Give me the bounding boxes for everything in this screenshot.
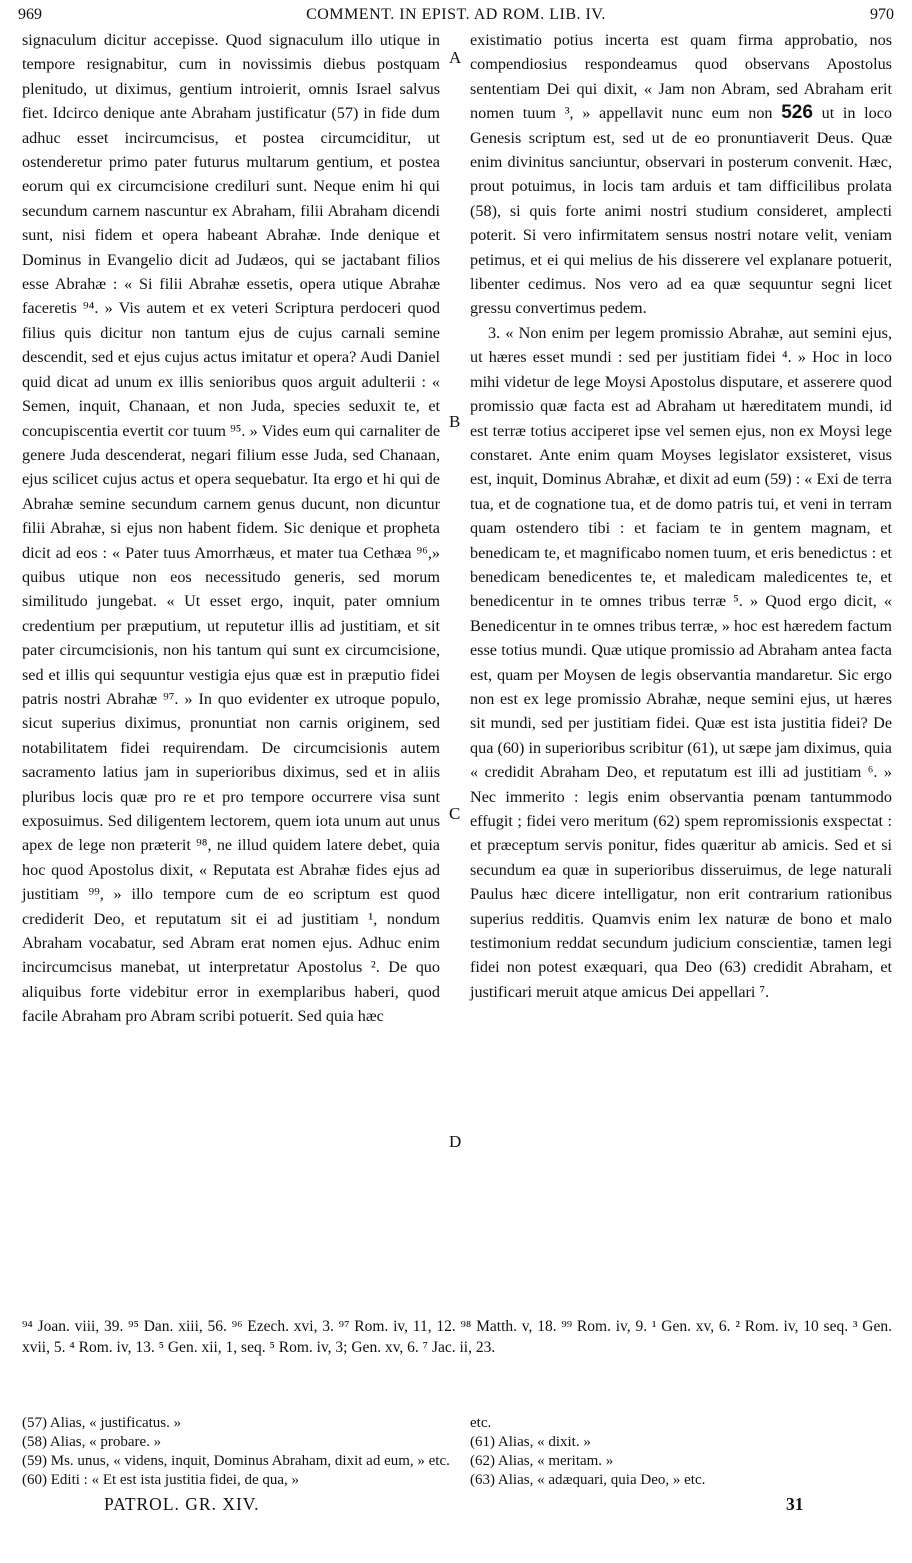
right-paragraph-1 xyxy=(470,28,892,321)
series-footer: PATROL. GR. XIV. xyxy=(104,1494,260,1514)
notes-right xyxy=(470,1414,890,1490)
note-60-continued: etc. xyxy=(470,1415,492,1431)
column-number: 526 xyxy=(781,102,813,124)
margin-marker-b: B xyxy=(449,412,461,431)
note-57: (57) Alias, « justificatus. » xyxy=(22,1415,182,1431)
note-60: (60) Editi : « Et est ista justitia fidei, de qua, » xyxy=(22,1472,300,1488)
scripture-references: ⁹⁴ Joan. viii, 39. ⁹⁵ Dan. xiii, 56. ⁹⁶ Ezech. xvi, 3. ⁹⁷ Rom. iv, 11, 12. ⁹⁸ Matth. v, 18. ⁹⁹ Rom. iv, 9. ¹ Gen. xv, 6. ² Rom. iv, 10 seq. ³ Gen. xvii, 5. ⁴ Rom. iv, 13. ⁵ Gen. xii, 1, seq. ⁵ Rom. iv, 3; Gen. xv, 6. ⁷ Jac. ii, 23. xyxy=(22,1318,892,1356)
right-paragraph-2: 3. « Non enim per legem promissio Abrahæ, aut semini ejus, ut hæres esset mundi : sed per justitiam fidei ⁴. » Hoc in loco mihi videtur de lege Moysi Apostolus disputare, et asserere quod promissio quæ facta est ad Abraham ut hæreditatem mundi, id est terræ totius acciperet ipse vel semen ejus, non ex Moysi lege constaret. Ante enim quam Moyses legislator exsisteret, visus est, inquit, Dominus Abrahæ, et dixit ad eum (59) : « Exi de terra tua, et de cognatione tua, et de domo patris tui, et veni in terram quam ostendero tibi : et faciam te in gentem magnam, et benedicam te, et magnificabo nomen tuum, et eris benedictus : et benedicam benedicentes te, et maledicam maledicentes te, et benedicentur in te omnes tribus terræ ⁵. » Quod ergo dicit, « Benedicentur in te omnes tribus terræ, » hoc est hæredem factum esse totius mundi. Quæ utique promissio ad Abraham antea facta est, quam per Moysen de legis observantia mandaretur. Sic ergo non est ex lege promissio Abrahæ, neque semini ejus, ut hæres sit mundi, sed per justitiam fidei. Quæ est ista justitia fidei? De qua (60) in superioribus scribitur (61), ut sæpe jam diximus, quia « credidit Abraham Deo, et reputatum est illi ad justitiam ⁶. » Nec immerito : legis enim observantia pœnam tantummodo effugit ; fidei vero meritum (62) spem repromissionis exspectat : et præceptum servis ponitur, fides quæritur ab amicis. Sed et si secundum ea quæ in superioribus disseruimus, de lege naturali Paulus hæc dicere intelligatur, non erit contrarium rationibus superius redditis. Quamvis enim lex naturæ de bono et malo testimonium reddat secundum judicium conscientiæ, tamen legi fidei non potest exæquari, qua Deo (63) credidit Abraham, et justificari meruit atque amicus Dei appellari ⁷. xyxy=(470,323,892,1001)
page-number-left: 969 xyxy=(18,6,42,23)
margin-marker-a: A xyxy=(449,48,462,67)
margin-marker-d: D xyxy=(449,1132,462,1151)
running-title: COMMENT. IN EPIST. AD ROM. LIB. IV. xyxy=(306,6,606,23)
note-62: (62) Alias, « meritam. » xyxy=(470,1453,614,1469)
page-number-right: 970 xyxy=(870,6,894,23)
left-column-text: signaculum dicitur accepisse. Quod signaculum illo utique in tempore resignabitur, cum in novissimis diebus postquam plenitudo, ut diximus, gentium introierit, omnis Israel salvus fiet. Idcirco denique ante Abraham justificatur (57) in fide dum adhuc esset incircumcisus, et postea circumciditur, ut ostenderetur primo pater futurus multarum gentium, et postea eorum qui ex circumcisione crediluri sunt. Neque enim hi qui secundum carnem nascuntur ex Abraham, filii Abraham dicendi sunt, nisi fidem et opera habeant Abrahæ. Inde denique et Dominus in Evangelio dicit ad Judæos, qui se jactabant filios esse Abrahæ : « Si filii Abrahæ essetis, opera utique Abrahæ faceretis ⁹⁴. » Vis autem et ex veteri Scriptura perdoceri quod filius quis dicitur non tantum ejus de cujus carnali semine descendit, sed et ejus cujus actus imitatur et opera? Audi Daniel quid dicat ad unum ex illis senioribus quos arguit adulterii : « Semen, inquit, Chanaan, et non Juda, species seduxit te, et concupiscentia evertit cor tuum ⁹⁵. » Vides eum qui carnaliter de genere Juda descenderat, negari filium esse Juda, sed Chanaan, ejus scilicet cujus actus et opera sequebatur. Ita ergo et hi qui de Abrahæ semine secundum carnem genus ducunt, non dicuntur filii Abrahæ, si ejus non habent fidem. Sic denique et propheta dicit ad eos : « Pater tuus Amorrhæus, et mater tua Cethæa ⁹⁶,» quibus utique non eos necessitudo generis, sed morum similitudo jungebat. « Ut esset ergo, inquit, pater omnium credentium per præputium, ut reputetur illis ad justitiam, et sit pater circumcisionis, non his tantum qui sunt ex circumcisione, sed et illis qui sequuntur vestigia ejus quæ est in præputio fidei patris nostri Abrahæ ⁹⁷. » In quo evidenter ex utroque populo, sicut superius diximus, pronuntiat non carnis originem, sed notabilitatem fidei requirendam. De circumcisionis autem sacramento latius jam in superioribus diximus, sed et in aliis pluribus locis quæ pro re et pro tempore occurrere visa sunt exposuimus. Sed diligentem lectorem, quem iota unum aut unus apex de lege non præterit ⁹⁸, ne illud quidem latere debet, quia hoc quod Apostolus dixit, « Reputata est Abrahæ fides ejus ad justitiam ⁹⁹, » illo tempore cum de eo scriptum est quod crediderit Deo, et reputatum sit ei ad justitiam ¹, nondum Abraham vocabatur, sed Abram erat nomen ejus. Adhuc enim incircumcisus manebat, ut interpretatur Apostolus ². De quo aliquibus forte videbitur error in exemplaribus haberi, quod facile Abraham pro Abram scribi potuerit. Sed quia hæc xyxy=(22,31,440,1026)
note-61: (61) Alias, « dixit. » xyxy=(470,1434,591,1450)
note-63: (63) Alias, « adæquari, quia Deo, » etc. xyxy=(470,1472,706,1488)
left-column xyxy=(22,28,440,1029)
margin-marker-c: C xyxy=(449,804,461,823)
note-58: (58) Alias, « probare. » xyxy=(22,1434,162,1450)
right-paragraph-1-start: existimatio potius incerta est quam firma approbatio, nos compendiosius respondeamus quod observans Apostolus sententiam Dei qui dixit, « Jam non Abram, sed Abraham erit nomen tuum ³, » appellavit nunc eum non xyxy=(470,31,892,123)
notes-left xyxy=(22,1414,452,1490)
right-column xyxy=(470,28,892,1004)
signature-number: 31 xyxy=(786,1494,804,1514)
note-59: (59) Ms. unus, « videns, inquit, Dominus Abraham, dixit ad eum, » etc. xyxy=(22,1453,450,1469)
right-paragraph-1-end: ut in loco Genesis scriptum est, sed ut de eo pronuntiaverit Deus. Quæ enim divinitus sanciuntur, observari in posterum convenit. Hæc, prout potuimus, in locis tam arduis et tam difficilibus prolata (58), si quis forte animi nostri studium consideret, amplecti poterit. Si vero infirmitatem sensus nostri notare velit, veniam petimus, et ei qui melius de his disserere vel explanare potuerit, libenter cedimus. Nos vero ad ea quæ sequuntur segni licet gressu convertimus pedem. xyxy=(470,104,893,318)
